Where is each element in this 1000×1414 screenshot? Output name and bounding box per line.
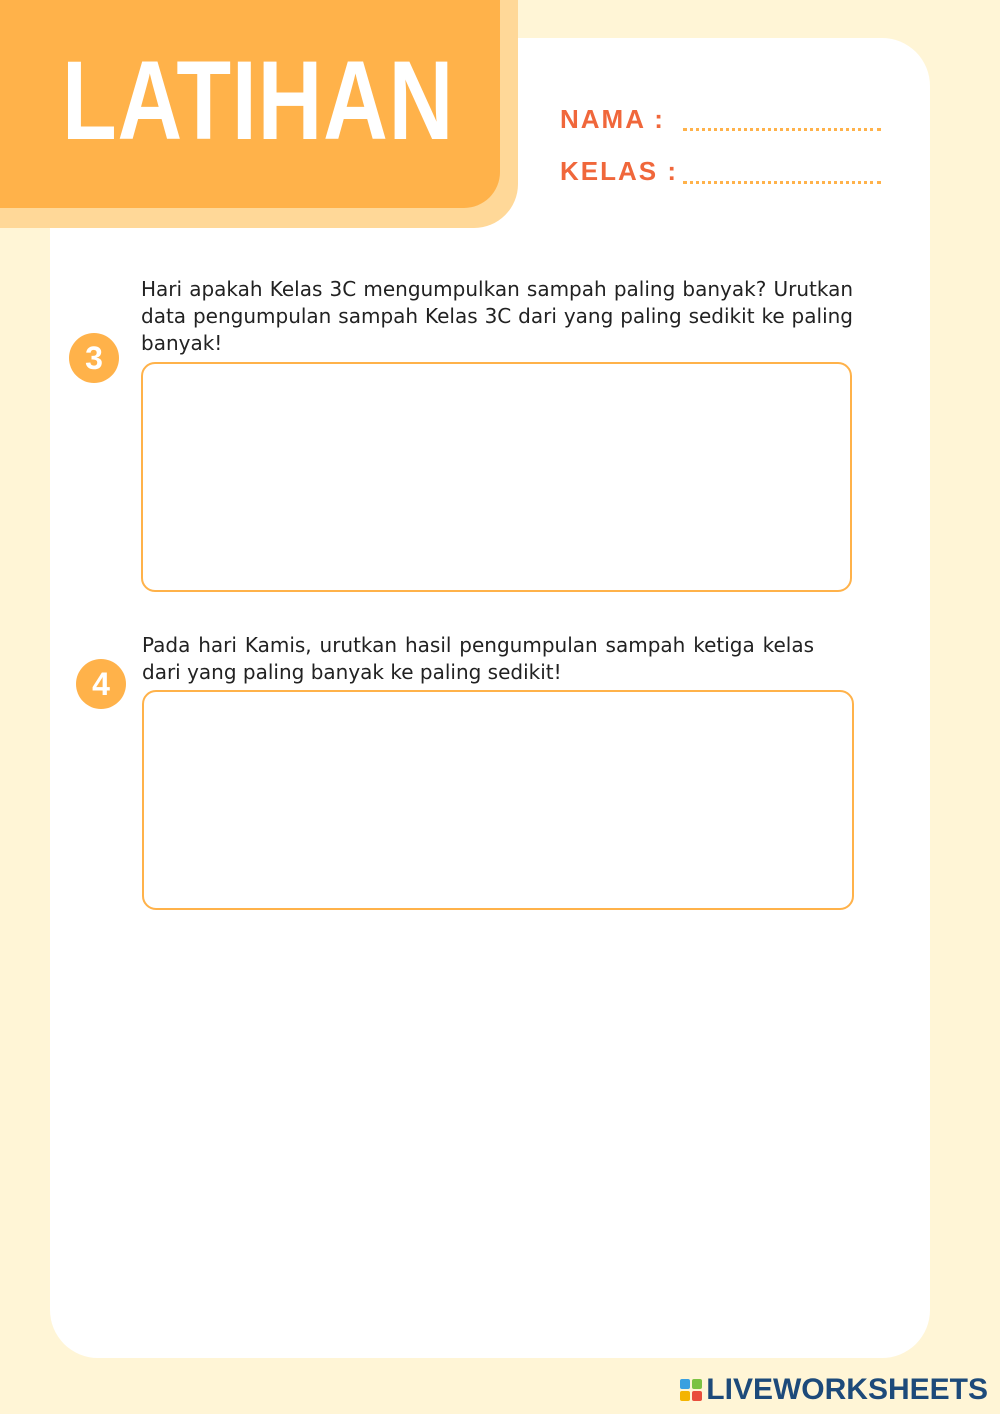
class-input-line[interactable] (683, 181, 881, 184)
page-title: LATIHAN (62, 38, 455, 163)
class-label: KELAS : (560, 156, 678, 186)
liveworksheets-watermark (680, 1372, 988, 1408)
question-number-badge: 3 (69, 333, 119, 383)
brand-text: LIVEWORKSHEETS (706, 1373, 988, 1406)
name-input-line[interactable] (683, 128, 881, 131)
name-label: NAMA : (560, 104, 665, 134)
question-text: Pada hari Kamis, urutkan hasil pengumpulan sampah ketiga kelas dari yang paling banyak ke paling sedikit! (142, 633, 814, 684)
answer-box[interactable] (141, 362, 852, 592)
answer-box[interactable] (142, 690, 854, 910)
liveworksheets-logo-icon (680, 1379, 702, 1401)
question-text: Hari apakah Kelas 3C mengumpulkan sampah paling banyak? Urutkan data pengumpulan sampah Kelas 3C dari yang paling sedikit ke paling banyak! (141, 277, 853, 355)
question-number-badge: 4 (76, 659, 126, 709)
